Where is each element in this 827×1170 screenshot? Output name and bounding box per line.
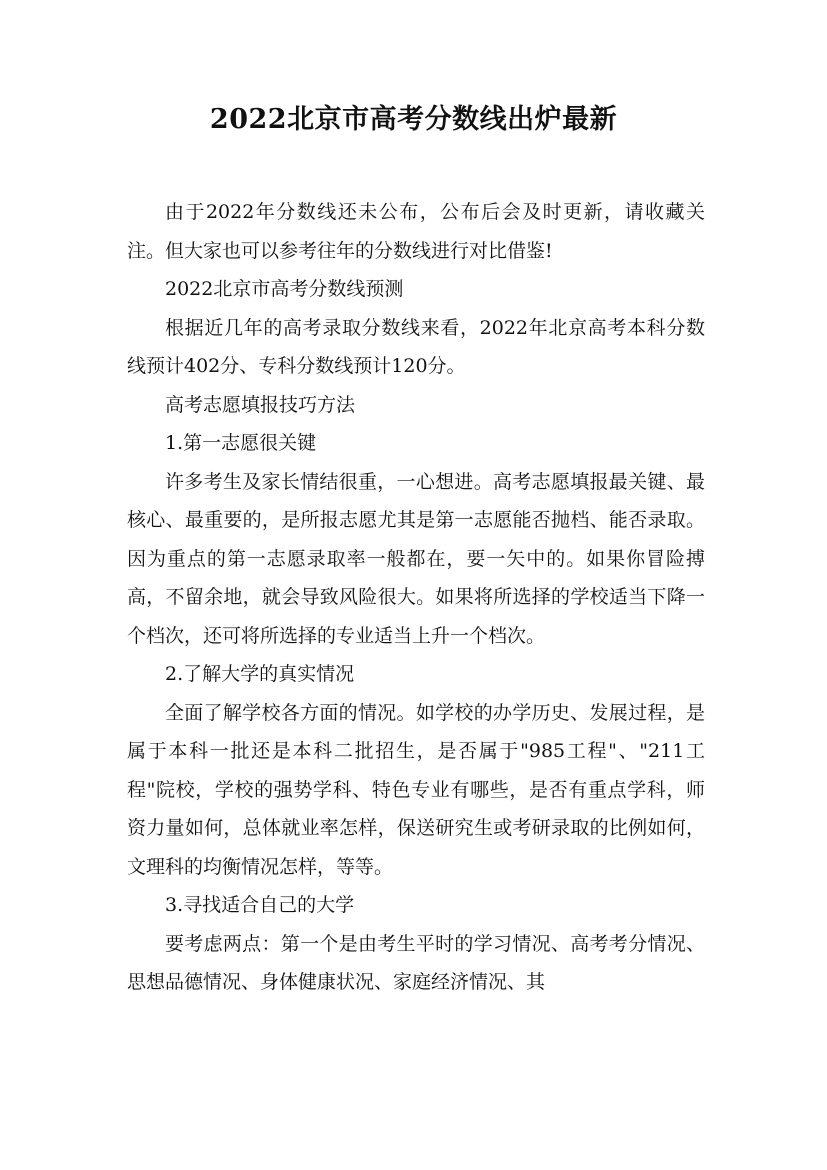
paragraph-tip-3: 要考虑两点：第一个是由考生平时的学习情况、高考考分情况、思想品德情况、身体健康状况、家庭经济情况、其 [127, 932, 705, 993]
paragraph-prediction: 根据近几年的高考录取分数线来看，2022年北京高考本科分数线预计402分、专科分数线预计120分。 [127, 316, 705, 377]
document-title: 2022北京市高考分数线出炉最新 [209, 104, 618, 135]
heading-prediction: 2022北京市高考分数线预测 [165, 278, 404, 300]
heading-tips: 高考志愿填报技巧方法 [165, 393, 356, 416]
paragraph-intro: 由于2022年分数线还未公布，公布后会及时更新，请收藏关注。但大家也可以参考往年的分数线进行对比借鉴! [127, 201, 705, 262]
paragraph-tip-2: 全面了解学校各方面的情况。如学校的办学历史、发展过程，是属于本科一批还是本科二批招生，是否属于"985工程"、"211工程"院校，学校的强势学科、特色专业有哪些，是否有重点学科，师资力量如何，总体就业率怎样，保送研究生或考研录取的比例如何，文理科的均衡情况怎样，等等。 [127, 701, 705, 878]
heading-tip-1: 1.第一志愿很关键 [165, 432, 317, 454]
document-body [127, 193, 705, 1002]
paragraph-tip-1: 许多考生及家长情结很重，一心想进。高考志愿填报最关键、最核心、最重要的，是所报志愿尤其是第一志愿能否抛档、能否录取。因为重点的第一志愿录取率一般都在，要一矢中的。如果你冒险搏高，不留余地，就会导致风险很大。如果将所选择的学校适当下降一个档次，还可将所选择的专业适当上升一个档次。 [127, 470, 705, 647]
heading-tip-3: 3.寻找适合自己的大学 [165, 894, 355, 916]
heading-tip-2: 2.了解大学的真实情况 [165, 663, 355, 685]
